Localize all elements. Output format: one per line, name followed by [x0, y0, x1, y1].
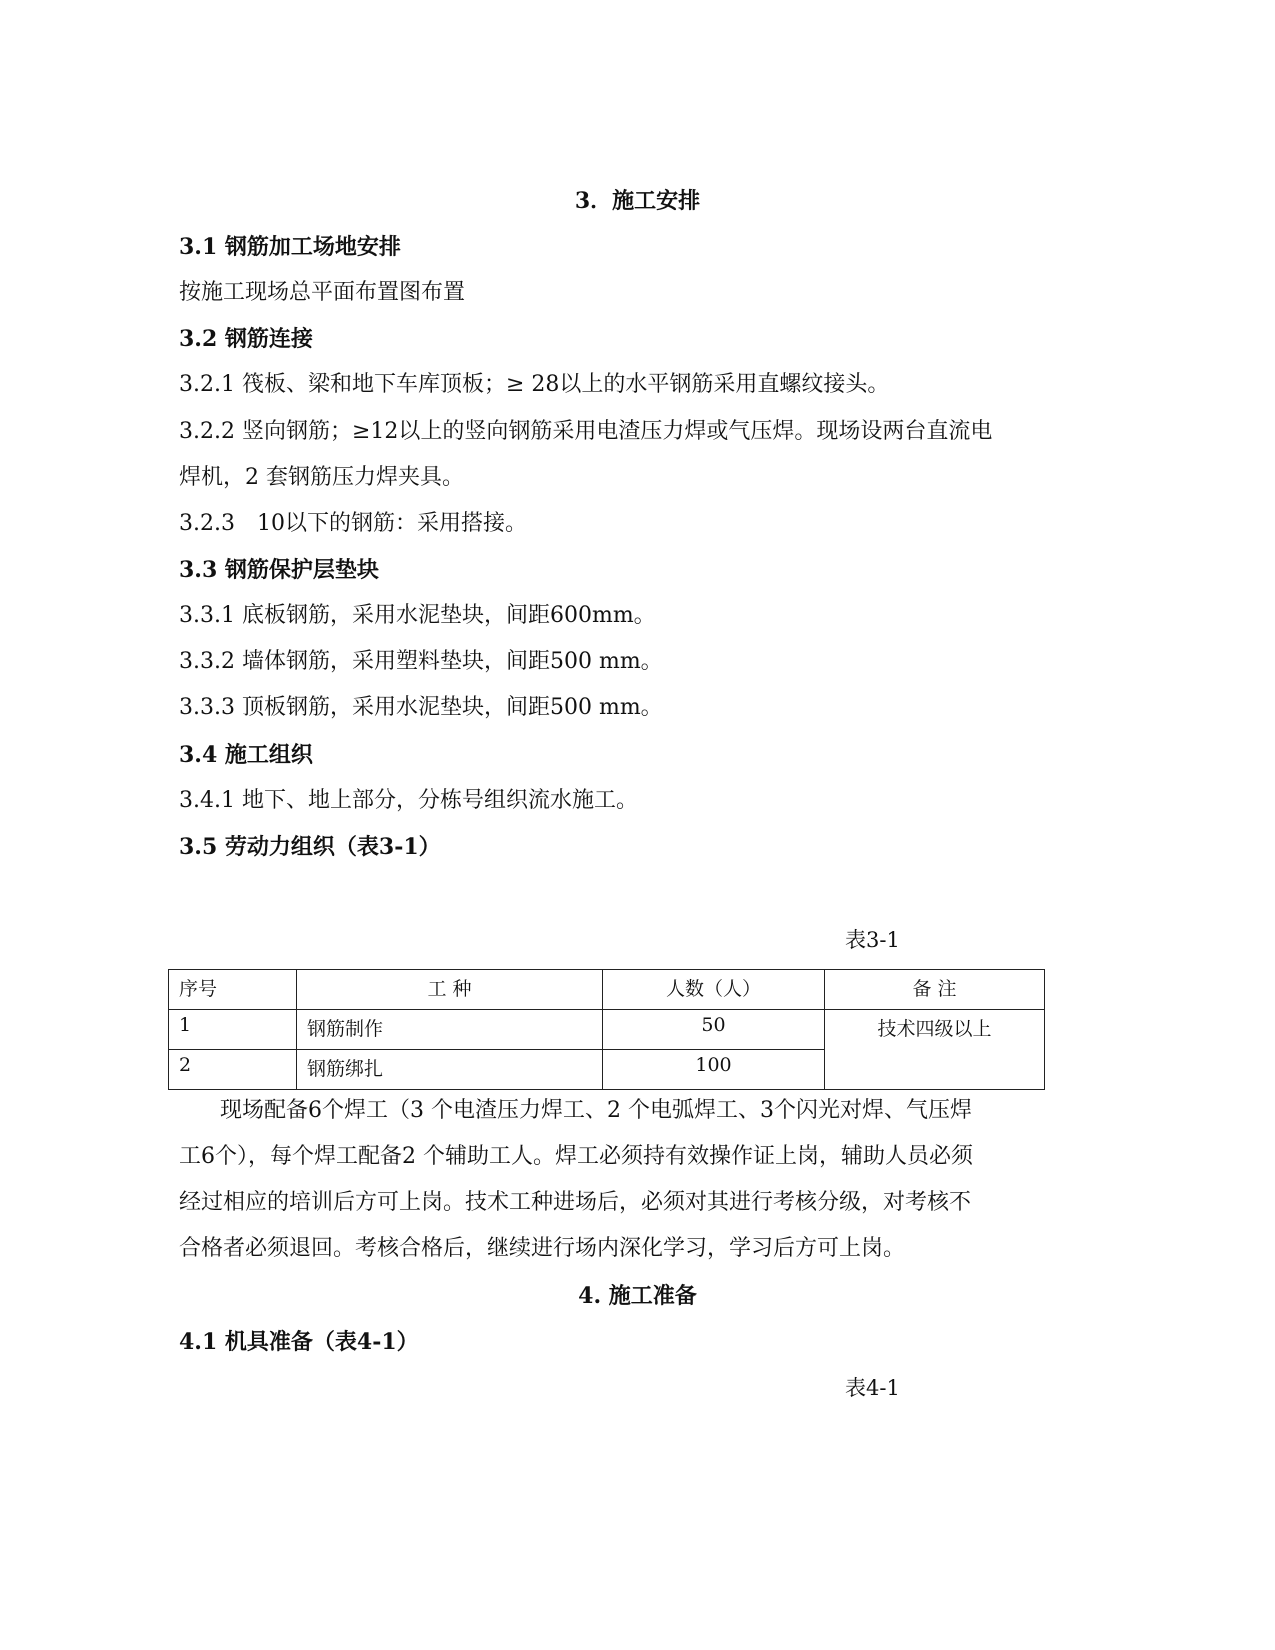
para-line-3: 经过相应的培训后方可上岗。技术工种进场后，必须对其进行考核分级，对考核不: [179, 1190, 972, 1215]
text-3-2-2-line1: 3.2.2 竖向钢筋；≥12以上的竖向钢筋采用电渣压力焊或气压焊。现场设两台直流电: [179, 419, 993, 444]
cell-type: 钢筋制作: [297, 1010, 603, 1050]
header-type: 工 种: [297, 970, 603, 1010]
cell-type: 钢筋绑扎: [297, 1050, 603, 1090]
table-3-1-label: 表3-1: [845, 928, 900, 952]
heading-3-3: 3.3 钢筋保护层垫块: [179, 557, 379, 583]
cell-no: 1: [169, 1010, 297, 1050]
text-3-2-3: 3.2.3 10以下的钢筋：采用搭接。: [179, 511, 527, 536]
section-3-title: 3．施工安排: [574, 188, 701, 214]
heading-3-1: 3.1 钢筋加工场地安排: [179, 234, 401, 260]
cell-count: 50: [603, 1010, 825, 1050]
table-4-1-label: 表4-1: [845, 1376, 900, 1400]
cell-remark: 技术四级以上: [825, 1010, 1045, 1090]
header-no: 序号: [169, 970, 297, 1010]
para-line-2: 工6个），每个焊工配备2 个辅助工人。焊工必须持有效操作证上岗，辅助人员必须: [179, 1144, 973, 1169]
text-3-1: 按施工现场总平面布置图布置: [179, 280, 466, 305]
heading-3-4: 3.4 施工组织: [179, 742, 313, 768]
text-3-2-2-line2: 焊机，2 套钢筋压力焊夹具。: [179, 465, 464, 490]
text-3-3-1: 3.3.1 底板钢筋，采用水泥垫块，间距600mm。: [179, 603, 656, 628]
table-row: [169, 1010, 1045, 1050]
para-line-1: 现场配备6个焊工（3 个电渣压力焊工、2 个电弧焊工、3个闪光对焊、气压焊: [220, 1098, 972, 1123]
para-line-4: 合格者必须退回。考核合格后，继续进行场内深化学习，学习后方可上岗。: [179, 1236, 906, 1261]
text-3-4-1: 3.4.1 地下、地上部分，分栋号组织流水施工。: [179, 788, 638, 813]
heading-3-5: 3.5 劳动力组织（表3-1）: [179, 834, 441, 860]
text-3-3-2: 3.3.2 墙体钢筋，采用塑料垫块，间距500 mm。: [179, 649, 663, 674]
header-count: 人数（人）: [603, 970, 825, 1010]
heading-3-2: 3.2 钢筋连接: [179, 326, 313, 352]
labor-table: [168, 969, 1045, 1090]
text-3-3-3: 3.3.3 顶板钢筋，采用水泥垫块，间距500 mm。: [179, 695, 663, 720]
text-3-2-1: 3.2.1 筏板、梁和地下车库顶板；≥ 28以上的水平钢筋采用直螺纹接头。: [179, 372, 890, 397]
table-header-row: [169, 970, 1045, 1010]
section-4-title: 4. 施工准备: [578, 1283, 697, 1309]
cell-count: 100: [603, 1050, 825, 1090]
header-remark: 备 注: [825, 970, 1045, 1010]
heading-4-1: 4.1 机具准备（表4-1）: [179, 1329, 419, 1355]
cell-no: 2: [169, 1050, 297, 1090]
